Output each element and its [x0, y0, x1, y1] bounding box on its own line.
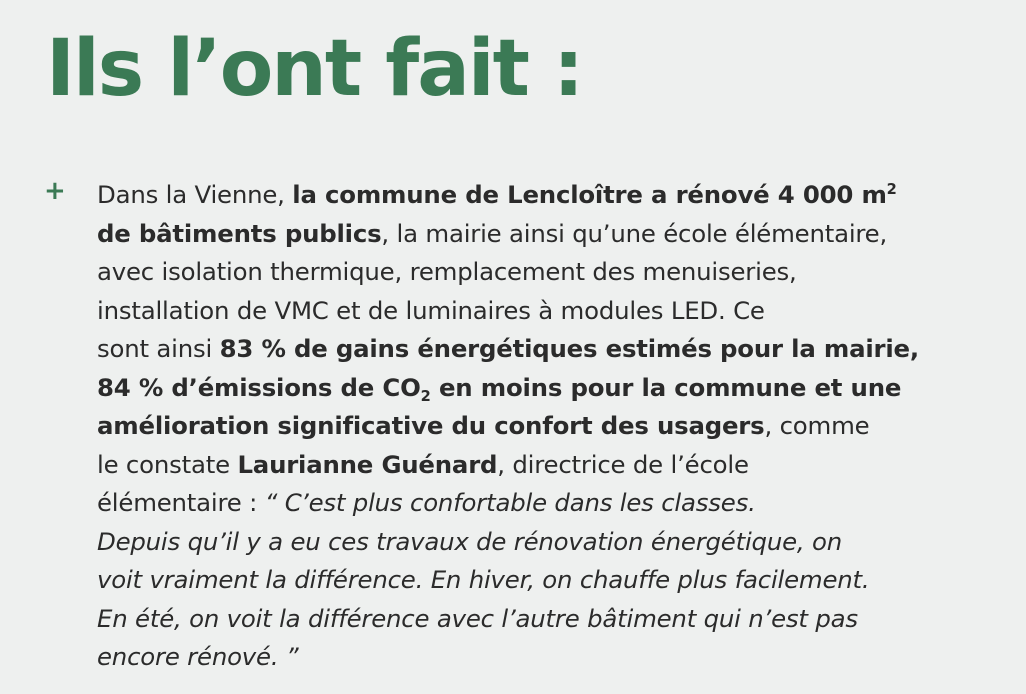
- bold-text-run: 83 % de gains énergétiques estimés pour la mairie,: [219, 334, 919, 363]
- text-run: le constate: [97, 449, 238, 479]
- testimonial-paragraph: [97, 176, 1017, 677]
- text-run: installation de VMC et de luminaires à modules LED. Ce: [97, 295, 765, 325]
- quote-line: voit vraiment la différence. En hiver, on chauffe plus facilement.: [97, 565, 870, 594]
- quote-text: “ C’est plus confortable dans les classes.: [264, 488, 756, 517]
- paragraph-line: [97, 369, 1017, 408]
- text-run: élémentaire :: [97, 488, 265, 517]
- paragraph-line: [97, 215, 1017, 254]
- paragraph-line: [97, 253, 1017, 292]
- bold-text-run: de bâtiments publics: [97, 218, 382, 248]
- text-run: , directrice de l’école: [497, 449, 749, 479]
- paragraph-line: [97, 407, 1017, 446]
- person-name: Laurianne Guénard: [237, 449, 498, 479]
- quote-line: En été, on voit la différence avec l’autre bâtiment qui n’est pas: [97, 603, 858, 633]
- text-run: , comme: [764, 411, 870, 440]
- bold-text-run: amélioration significative du confort des usagers: [97, 411, 765, 440]
- paragraph-line: [97, 330, 1017, 369]
- bold-text-run: 84 % d’émissions de CO: [97, 372, 421, 402]
- quote-line: Depuis qu’il y a eu ces travaux de rénovation énergétique, on: [97, 526, 842, 556]
- paragraph-line: [97, 484, 1017, 523]
- superscript: 2: [886, 181, 897, 198]
- plus-bullet-icon: +: [44, 176, 66, 206]
- text-run: Dans la Vienne,: [97, 180, 293, 209]
- quote-line: encore rénové. ”: [97, 642, 299, 671]
- subscript: 2: [420, 387, 431, 405]
- bold-text-run: la commune de Lencloître a rénové 4 000 m: [292, 180, 887, 209]
- bold-text-run: en moins pour la commune et une: [430, 372, 902, 402]
- page-title: Ils l’ont fait :: [46, 24, 583, 114]
- paragraph-line: [97, 446, 1017, 485]
- paragraph-line: [97, 176, 1017, 215]
- text-run: , la mairie ainsi qu’une école élémentaire,: [381, 218, 888, 248]
- text-run: sont ainsi: [97, 334, 220, 363]
- paragraph-line: [97, 292, 1017, 331]
- text-run: avec isolation thermique, remplacement des menuiseries,: [97, 257, 797, 286]
